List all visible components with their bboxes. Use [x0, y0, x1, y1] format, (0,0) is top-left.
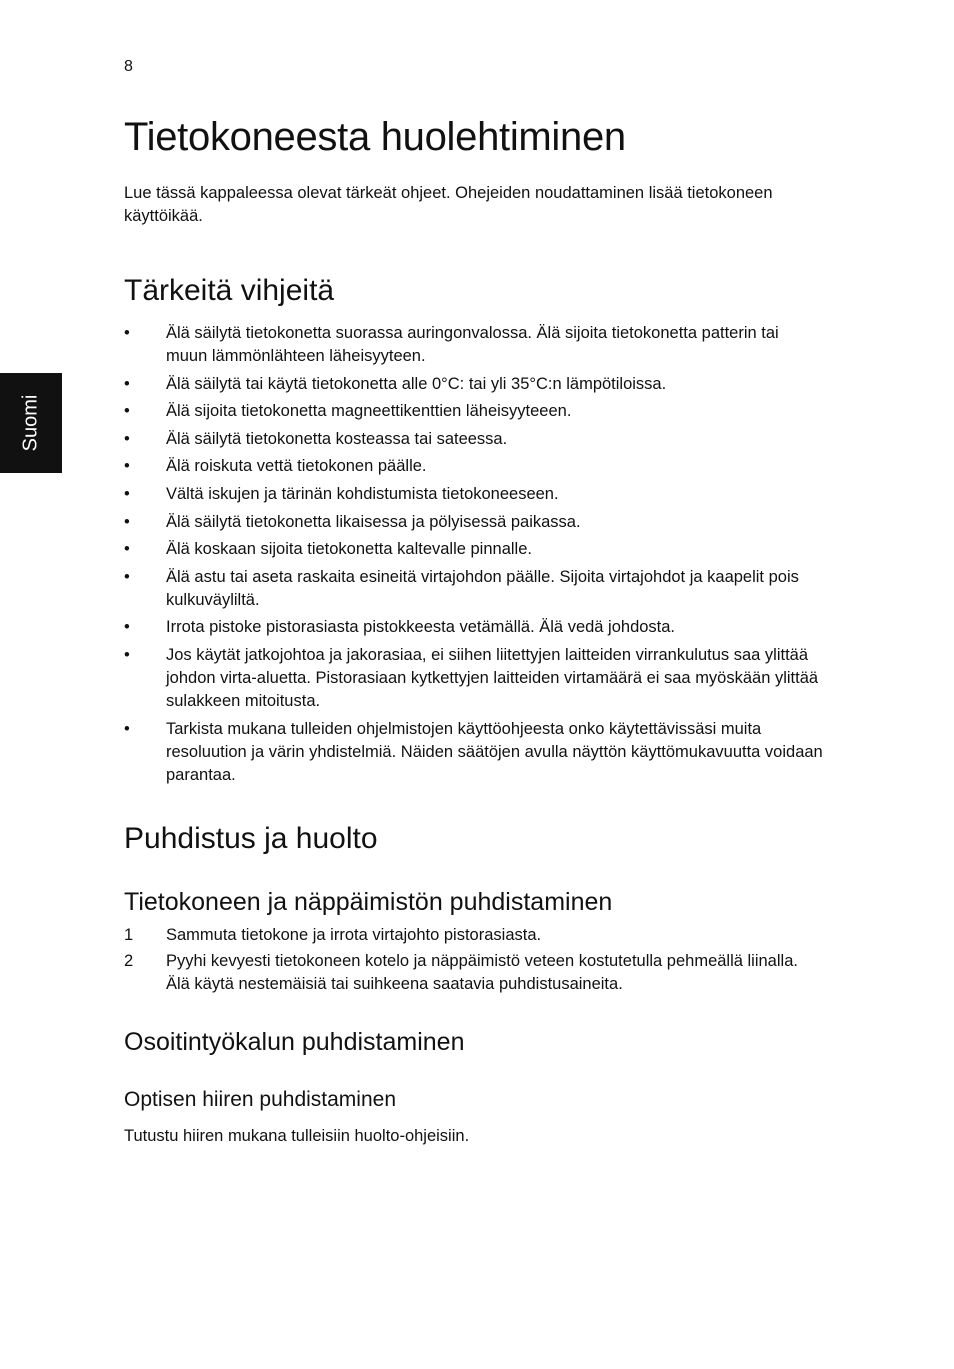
tip-text: Älä sijoita tietokonetta magneettikenttien läheisyyteeen. — [166, 402, 572, 421]
tip-item — [124, 400, 824, 423]
tip-item — [124, 511, 824, 534]
step-text: Pyyhi kevyesti tietokoneen kotelo ja näppäimistö veteen kostutetulla pehmeällä liinalla. Älä käytä nestemäisiä tai suihkeena saatavia puhdistusaineita. — [166, 951, 798, 993]
tip-text: Älä astu tai aseta raskaita esineitä virtajohdon päälle. Sijoita virtajohdot ja kaapelit pois kulkuväyliltä. — [166, 567, 799, 609]
bullet-marker: • — [124, 567, 130, 586]
tip-item — [124, 455, 824, 478]
tip-item — [124, 718, 824, 787]
bullet-marker: • — [124, 540, 130, 559]
cleaning-step — [124, 924, 824, 947]
optical-mouse-text: Tutustu hiiren mukana tulleisiin huolto-ohjeisiin. — [124, 1126, 470, 1145]
tip-text: Jos käytät jatkojohtoa ja jakorasiaa, ei siihen liitettyjen laitteiden virrankulutus saa ylittää johdon virta-aluetta. Pistorasiaan kytkettyjen laitteiden virtamäärä ei saa myöskään ylittää sulakkeen mitoitusta. — [166, 645, 819, 710]
tip-text: Vältä iskujen ja tärinän kohdistumista tietokoneeseen. — [166, 484, 559, 503]
bullet-marker: • — [124, 719, 130, 738]
step-number: 2 — [124, 951, 134, 970]
tip-text: Älä säilytä tietokonetta likaisessa ja pölyisessä paikassa. — [166, 512, 581, 531]
cleaning-steps-list — [124, 924, 824, 996]
tip-item — [124, 538, 824, 561]
tip-text: Tarkista mukana tulleiden ohjelmistojen käyttöohjeesta onko käytettävissäsi muita resoluution ja värin yhdistelmiä. Näiden säätöjen avulla näyttön käyttömukavuutta voidaan parantaa. — [166, 719, 823, 784]
maintenance-heading: Puhdistus ja huolto — [124, 821, 378, 855]
tip-text: Älä säilytä tietokonetta kosteassa tai sateessa. — [166, 429, 508, 448]
bullet-marker: • — [124, 324, 130, 342]
tip-item — [124, 644, 824, 713]
tip-text: Älä säilytä tietokonetta suorassa auringonvalossa. Älä sijoita tietokonetta patterin tai muun lämmönlähteen läheisyyteen. — [166, 324, 779, 365]
tip-item — [124, 322, 824, 368]
tip-text: Irrota pistoke pistorasiasta pistokkeesta vetämällä. Älä vedä johdosta. — [166, 618, 676, 637]
tip-item — [124, 616, 824, 639]
step-text: Sammuta tietokone ja irrota virtajohto pistorasiasta. — [166, 925, 542, 944]
optical-mouse-heading: Optisen hiiren puhdistaminen — [124, 1087, 396, 1111]
computer-cleaning-heading: Tietokoneen ja näppäimistön puhdistaminen — [124, 887, 613, 916]
step-number: 1 — [124, 925, 134, 944]
bullet-marker: • — [124, 374, 130, 393]
intro-paragraph: Lue tässä kappaleessa olevat tärkeät ohjeet. Ohejeiden noudattaminen lisää tietokoneen käyttöikää. — [124, 184, 773, 225]
bullet-marker: • — [124, 618, 130, 637]
bullet-marker: • — [124, 457, 130, 476]
tip-item — [124, 428, 824, 451]
pointer-cleaning-heading: Osoitintyökalun puhdistaminen — [124, 1027, 465, 1056]
cleaning-step — [124, 950, 824, 996]
bullet-marker: • — [124, 512, 130, 531]
page-title: Tietokoneesta huolehtiminen — [124, 115, 626, 159]
tip-text: Älä roiskuta vettä tietokonen päälle. — [166, 457, 427, 476]
bullet-marker: • — [124, 429, 130, 448]
page-number: 8 — [124, 58, 133, 75]
tips-heading: Tärkeitä vihjeitä — [124, 274, 335, 307]
tip-text: Älä koskaan sijoita tietokonetta kaltevalle pinnalle. — [166, 540, 532, 559]
tip-item — [124, 373, 824, 396]
language-side-tab-label: Suomi — [19, 394, 42, 452]
tip-item — [124, 566, 824, 612]
bullet-marker: • — [124, 484, 130, 503]
bullet-marker: • — [124, 645, 130, 664]
tip-text: Älä säilytä tai käytä tietokonetta alle 0°C: tai yli 35°C:n lämpötiloissa. — [166, 374, 667, 393]
bullet-marker: • — [124, 402, 130, 421]
language-side-tab — [0, 373, 62, 473]
page-content — [124, 112, 824, 1148]
tips-list — [124, 322, 824, 787]
tip-item — [124, 483, 824, 506]
